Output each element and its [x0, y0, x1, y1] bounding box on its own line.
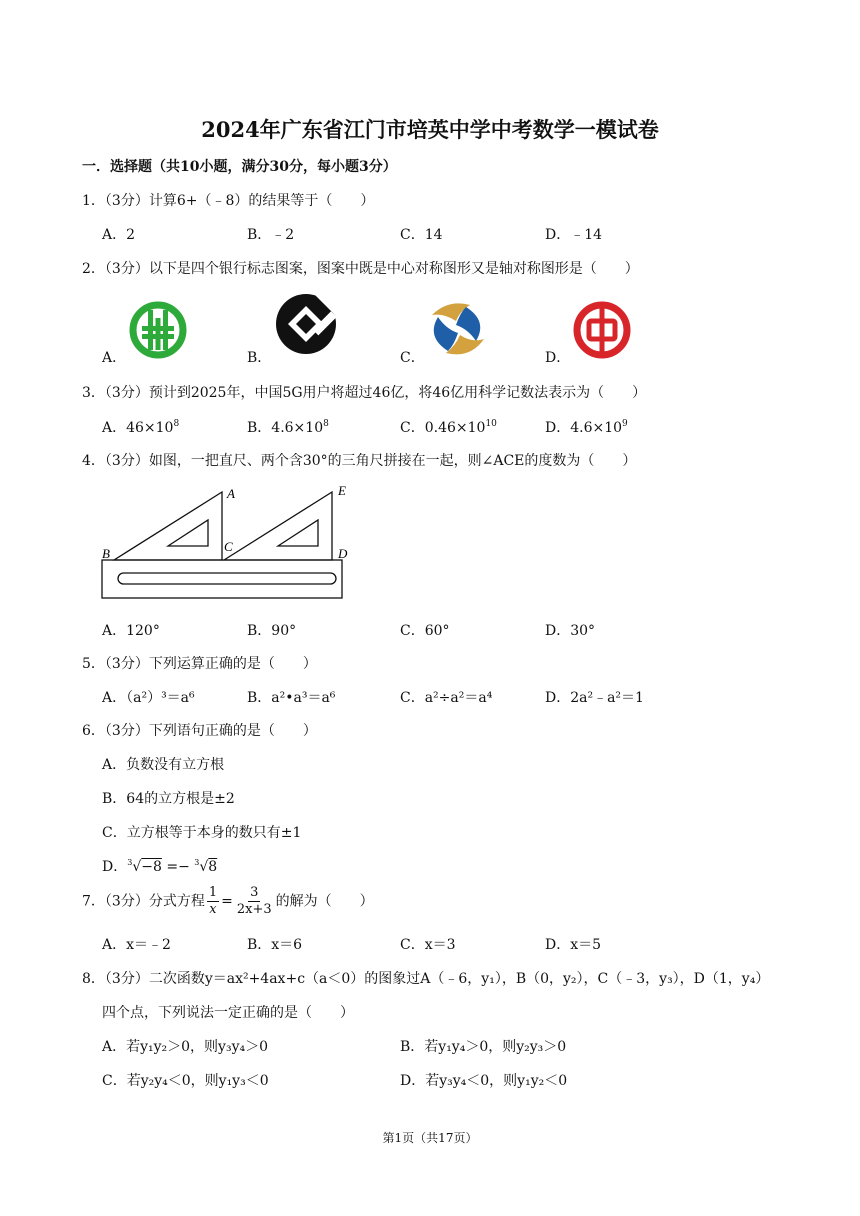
q2-option-b: B． [247, 350, 272, 366]
triangle-abc [114, 492, 222, 560]
q3-option-d: D．$4.6\times 10^9$ [545, 419, 628, 436]
bank-logo-a-icon [128, 300, 188, 360]
section-heading: 一．选择题（共10小题，满分30分，每小题3分） [82, 159, 397, 175]
q5-stem: 5．（3分）下列运算正确的是（ ） [82, 656, 317, 672]
q4-option-d: D．30° [545, 623, 596, 639]
q3-option-c: C．$0.46\times 10^{10}$ [400, 419, 497, 436]
label-a: A [227, 486, 235, 501]
q6-option-d: D．$^3$√−8 =− $^3$√8 [102, 858, 218, 875]
q6-stem: 6．（3分）下列语句正确的是（ ） [82, 723, 317, 739]
q2-option-d: D． [545, 350, 571, 366]
q1-option-a: A．2 [102, 227, 136, 243]
q5-option-d: D．2a²﹣a²＝1 [545, 690, 644, 706]
q5-option-b: B．a²•a³＝a⁶ [247, 690, 336, 706]
q1-stem: 1．（3分）计算6+（﹣8）的结果等于（ ） [82, 193, 375, 209]
q4-option-b: B．90° [247, 623, 297, 639]
q8-option-a: A．若y₁y₂＞0，则y₃y₄＞0 [102, 1039, 269, 1055]
q6-option-b: B．64的立方根是±2 [102, 791, 235, 807]
q4-option-a: A．120° [102, 623, 160, 639]
q8-stem-line1: 8．（3分）二次函数y＝ax²+4ax+c（a＜0）的图象过A（﹣6，y₁），B（0，y₂），C（﹣3，y₃），D（1，y₄） [82, 971, 770, 987]
q7-option-b: B．x＝6 [247, 937, 303, 953]
label-d: D [338, 546, 348, 561]
label-b: B [102, 546, 110, 561]
label-e: E [338, 483, 346, 498]
ruler [102, 560, 342, 598]
q4-option-c: C．60° [400, 623, 450, 639]
triangle-cde [224, 492, 332, 560]
q8-option-b: B．若y₁y₄＞0，则y₂y₃＞0 [400, 1039, 567, 1055]
q4-stem: 4．（3分）如图，一把直尺、两个含30°的三角尺拼接在一起，则∠ACE的度数为（ ） [82, 453, 637, 469]
q1-option-d: D．﹣14 [545, 227, 603, 243]
q7-option-d: D．x＝5 [545, 937, 602, 953]
q2-option-c: C． [400, 350, 425, 366]
bank-logo-b-icon [274, 292, 338, 356]
q1-option-c: C．14 [400, 227, 443, 243]
q5-option-c: C．a²÷a²＝a⁴ [400, 690, 493, 706]
bank-logo-c-icon [426, 297, 490, 359]
q8-option-c: C．若y₂y₄＜0，则y₁y₃＜0 [102, 1073, 269, 1089]
q6-option-a: A．负数没有立方根 [102, 757, 225, 773]
q3-option-a: A．$46\times 10^8$ [102, 419, 180, 436]
q7-stem: 7．（3分）分式方程 $\frac{1}{x}$ = $\frac{3}{2x+3}$ 的解为（ ） [82, 885, 374, 917]
q1-option-b: B．﹣2 [247, 227, 295, 243]
q4-figure [98, 480, 358, 605]
q2-stem: 2．（3分）以下是四个银行标志图案，图案中既是中心对称图形又是轴对称图形是（ ） [82, 261, 639, 277]
page-footer: 第1页（共17页） [382, 1131, 478, 1145]
q7-option-a: A．x＝﹣2 [102, 937, 171, 953]
label-c: C [224, 539, 233, 554]
q5-option-a: A．（a²）³＝a⁶ [102, 690, 195, 706]
q6-option-c: C．立方根等于本身的数只有±1 [102, 825, 302, 841]
q8-option-d: D．若y₃y₄＜0，则y₁y₂＜0 [400, 1073, 568, 1089]
bank-logo-d-icon [572, 300, 632, 360]
q2-option-a: A． [102, 350, 127, 366]
q7-option-c: C．x＝3 [400, 937, 456, 953]
q3-stem: 3．（3分）预计到2025年，中国5G用户将超过46亿，将46亿用科学记数法表示为（ ） [82, 385, 647, 401]
q3-option-b: B．$4.6\times 10^8$ [247, 419, 329, 436]
page-title: 2024年广东省江门市培英中学中考数学一模试卷 [201, 117, 659, 142]
q8-stem-line2: 四个点，下列说法一定正确的是（ ） [102, 1005, 354, 1021]
